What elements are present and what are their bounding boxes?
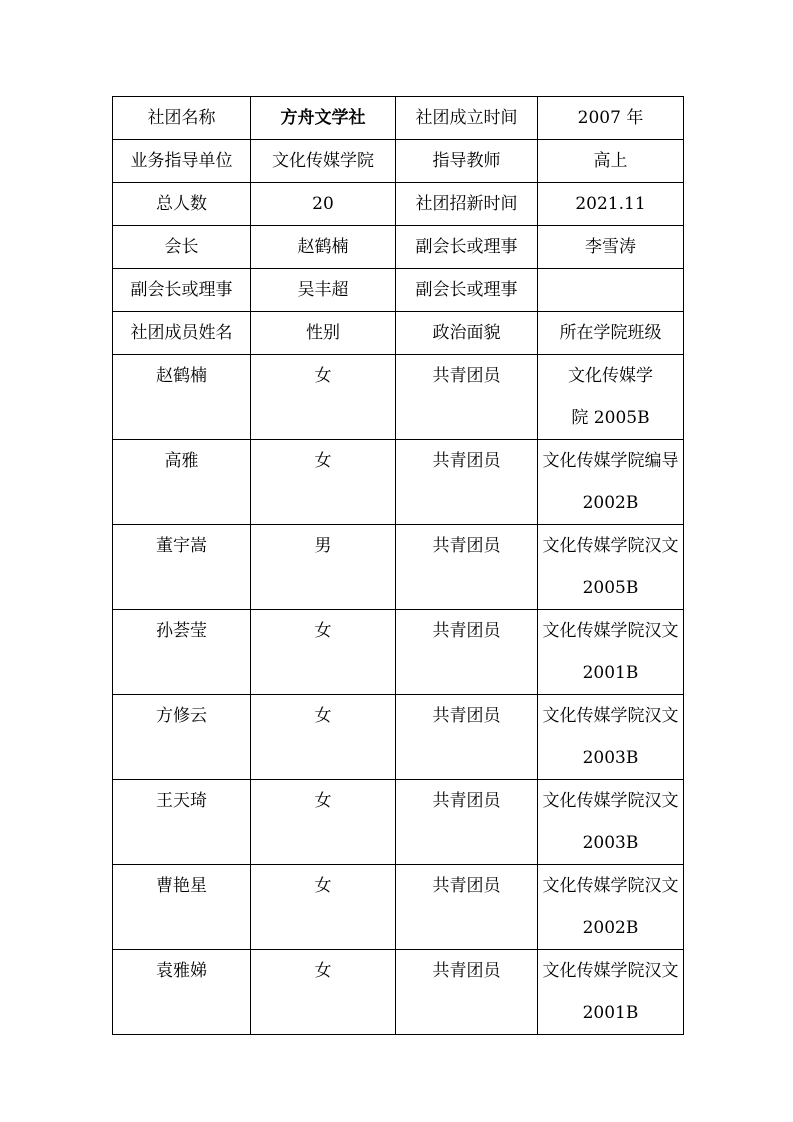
header-politics: 政治面貌: [396, 312, 538, 355]
member-college: 文化传媒学院汉文 2005B: [538, 525, 684, 610]
member-name: 高雅: [113, 440, 251, 525]
label-guidance-unit: 业务指导单位: [113, 140, 251, 183]
label-recruit-time: 社团招新时间: [396, 183, 538, 226]
member-college: 文化传媒学院汉文 2001B: [538, 950, 684, 1035]
value-total-members: 20: [251, 183, 396, 226]
member-gender: 女: [251, 440, 396, 525]
label-advisor: 指导教师: [396, 140, 538, 183]
label-founded-time: 社团成立时间: [396, 97, 538, 140]
member-gender: 男: [251, 525, 396, 610]
member-college: 文化传媒学院汉文 2002B: [538, 865, 684, 950]
member-row: [113, 610, 684, 695]
member-politics: 共青团员: [396, 525, 538, 610]
label-vice-president-1: 副会长或理事: [396, 226, 538, 269]
value-vice-president-3: [538, 269, 684, 312]
member-row: [113, 695, 684, 780]
label-total-members: 总人数: [113, 183, 251, 226]
member-gender: 女: [251, 780, 396, 865]
member-college: 文化传媒学院 2005B: [538, 355, 684, 440]
info-row-club-name: [113, 97, 684, 140]
header-college-class: 所在学院班级: [538, 312, 684, 355]
member-row: [113, 525, 684, 610]
member-gender: 女: [251, 355, 396, 440]
header-member-name: 社团成员姓名: [113, 312, 251, 355]
member-college: 文化传媒学院汉文 2001B: [538, 610, 684, 695]
member-row: [113, 440, 684, 525]
member-name: 孙荟莹: [113, 610, 251, 695]
label-club-name: 社团名称: [113, 97, 251, 140]
member-college: 文化传媒学院编导 2002B: [538, 440, 684, 525]
member-name: 方修云: [113, 695, 251, 780]
member-row: [113, 865, 684, 950]
info-row-president: [113, 226, 684, 269]
header-gender: 性别: [251, 312, 396, 355]
value-founded-time: 2007 年: [538, 97, 684, 140]
member-politics: 共青团员: [396, 695, 538, 780]
value-advisor: 高上: [538, 140, 684, 183]
label-vice-president-3: 副会长或理事: [396, 269, 538, 312]
member-name: 王天琦: [113, 780, 251, 865]
member-row: [113, 780, 684, 865]
member-gender: 女: [251, 610, 396, 695]
member-politics: 共青团员: [396, 610, 538, 695]
member-college: 文化传媒学院汉文 2003B: [538, 695, 684, 780]
member-politics: 共青团员: [396, 780, 538, 865]
label-vice-president-2: 副会长或理事: [113, 269, 251, 312]
member-politics: 共青团员: [396, 950, 538, 1035]
member-politics: 共青团员: [396, 440, 538, 525]
member-name: 曹艳星: [113, 865, 251, 950]
member-gender: 女: [251, 695, 396, 780]
member-gender: 女: [251, 865, 396, 950]
member-name: 董宇嵩: [113, 525, 251, 610]
member-college: 文化传媒学院汉文 2003B: [538, 780, 684, 865]
value-club-name: 方舟文学社: [251, 97, 396, 140]
value-president: 赵鹤楠: [251, 226, 396, 269]
member-politics: 共青团员: [396, 355, 538, 440]
member-row: [113, 355, 684, 440]
member-header-row: [113, 312, 684, 355]
info-row-count: [113, 183, 684, 226]
info-row-guidance: [113, 140, 684, 183]
label-president: 会长: [113, 226, 251, 269]
member-name: 袁雅娣: [113, 950, 251, 1035]
value-guidance-unit: 文化传媒学院: [251, 140, 396, 183]
value-vice-president-1: 李雪涛: [538, 226, 684, 269]
member-name: 赵鹤楠: [113, 355, 251, 440]
member-politics: 共青团员: [396, 865, 538, 950]
value-vice-president-2: 吴丰超: [251, 269, 396, 312]
member-row: [113, 950, 684, 1035]
info-row-vice: [113, 269, 684, 312]
value-recruit-time: 2021.11: [538, 183, 684, 226]
member-gender: 女: [251, 950, 396, 1035]
club-info-table: [112, 96, 684, 1035]
